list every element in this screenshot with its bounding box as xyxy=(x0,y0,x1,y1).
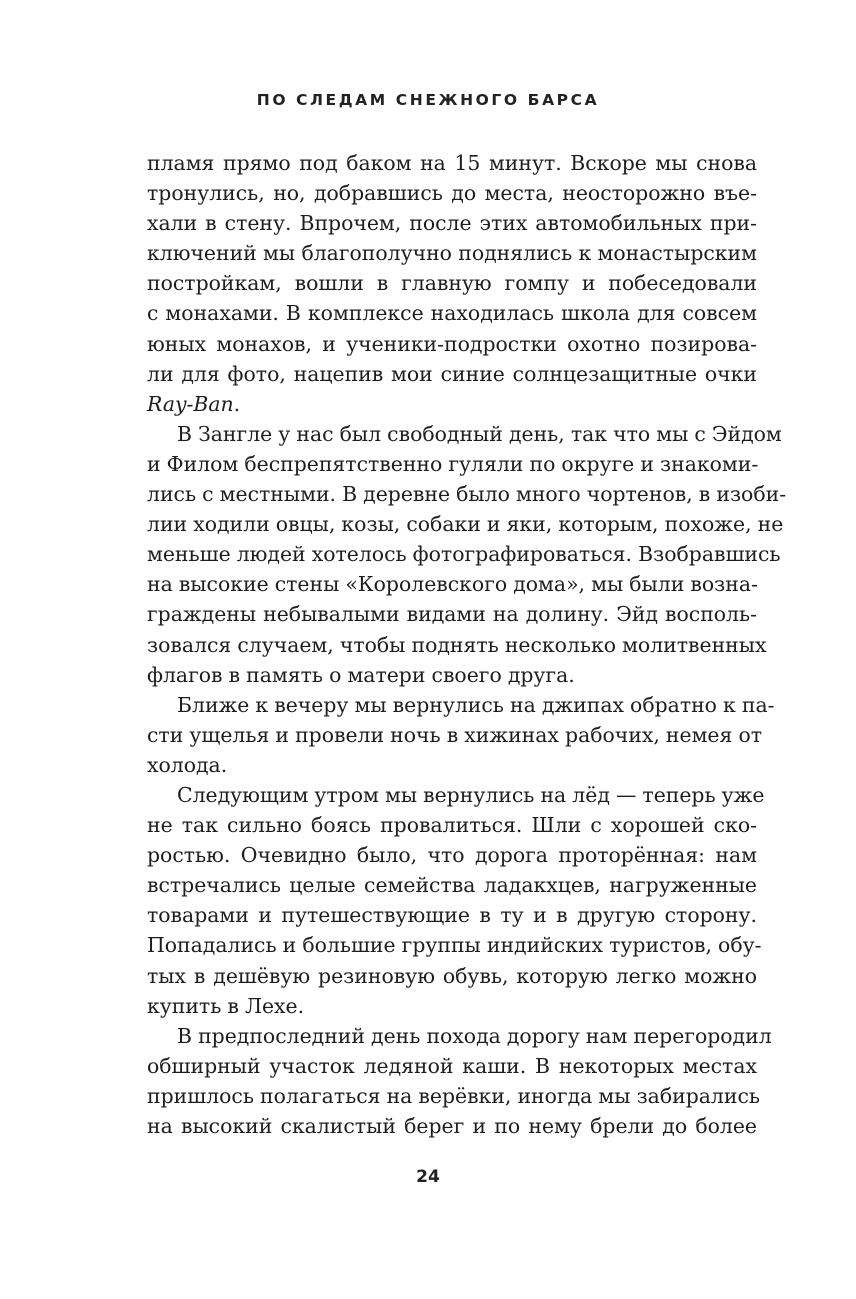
text-line: тронулись, но, добравшись до места, неосторожно въе- xyxy=(147,181,757,206)
text-line: зовался случаем, чтобы поднять несколько молитвенных xyxy=(147,632,767,657)
text-line: флагов в память о матери своего друга. xyxy=(147,662,575,687)
text-line: на высокие стены «Королевского дома», мы были возна- xyxy=(147,572,758,597)
text-line: граждены небывалыми видами на долину. Эйд восполь- xyxy=(147,602,757,627)
text-line: ростью. Очевидно было, что дорога проторённая: нам xyxy=(147,843,757,868)
text-line: пламя прямо под баком на 15 минут. Вскоре мы снова xyxy=(147,151,757,175)
text-line: лии ходили овцы, козы, собаки и яки, которым, похоже, не xyxy=(147,512,784,537)
page-number: 24 xyxy=(416,1167,440,1187)
text-line: обширный участок ледяной каши. В некоторых местах xyxy=(147,1053,757,1078)
text-line: лись с местными. В деревне было много чортенов, в изоби- xyxy=(147,482,787,507)
paragraph xyxy=(147,419,787,690)
text-line: встречались целые семейства ладакхцев, нагруженные xyxy=(147,873,757,898)
text-line: ли для фото, нацепив мои синие солнцезащитные очки xyxy=(147,361,757,386)
end-punctuation: . xyxy=(233,391,241,416)
text-line: юных монахов, и ученики-подростки охотно позирова- xyxy=(147,331,757,356)
paragraph xyxy=(147,148,757,419)
text-line: сти ущелья и провели ночь в хижинах рабочих, немея от xyxy=(147,722,762,747)
brand-name: Ray-Ban xyxy=(147,391,234,416)
text-line: не так сильно боясь провалиться. Шли с хорошей ско- xyxy=(147,813,757,838)
text-line: пришлось полагаться на верёвки, иногда мы забирались xyxy=(147,1083,760,1108)
text-line: В Зангле у нас был свободный день, так что мы с Эйдом xyxy=(177,421,782,446)
text-line: хали в стену. Впрочем, после этих автомобильных при- xyxy=(147,211,757,236)
text-line: Попадались и большие группы индийских туристов, обу- xyxy=(147,933,762,958)
paragraph xyxy=(147,690,775,780)
text-line: тых в дешёвую резиновую обувь, которую легко можно xyxy=(147,963,757,988)
text-line: купить в Лехе. xyxy=(147,993,305,1018)
text-line: Следующим утром мы вернулись на лёд — теперь уже xyxy=(177,782,765,807)
text-line: постройкам, вошли в главную гомпу и побеседовали xyxy=(147,271,757,296)
paragraph xyxy=(147,780,765,1021)
running-head: ПО СЛЕДАМ СНЕЖНОГО БАРСА xyxy=(256,91,600,109)
text-line: меньше людей хотелось фотографироваться. Взобравшись xyxy=(147,542,781,567)
text-line xyxy=(147,389,757,419)
paragraph xyxy=(147,1021,772,1141)
text-line: с монахами. В комплексе находилась школа для совсем xyxy=(147,301,757,326)
text-line: В предпоследний день похода дорогу нам перегородил xyxy=(177,1023,772,1048)
text-line: холода. xyxy=(147,752,228,777)
body-text xyxy=(147,148,787,1141)
text-line: ключений мы благополучно поднялись к монастырским xyxy=(147,241,757,266)
text-line: Ближе к вечеру мы вернулись на джипах обратно к па- xyxy=(177,692,775,717)
text-line: и Филом беспрепятственно гуляли по округе и знакоми- xyxy=(147,451,759,476)
text-line: на высокий скалистый берег и по нему брели до более xyxy=(147,1114,757,1138)
text-line: товарами и путешествующие в ту и в другую сторону. xyxy=(147,903,757,928)
